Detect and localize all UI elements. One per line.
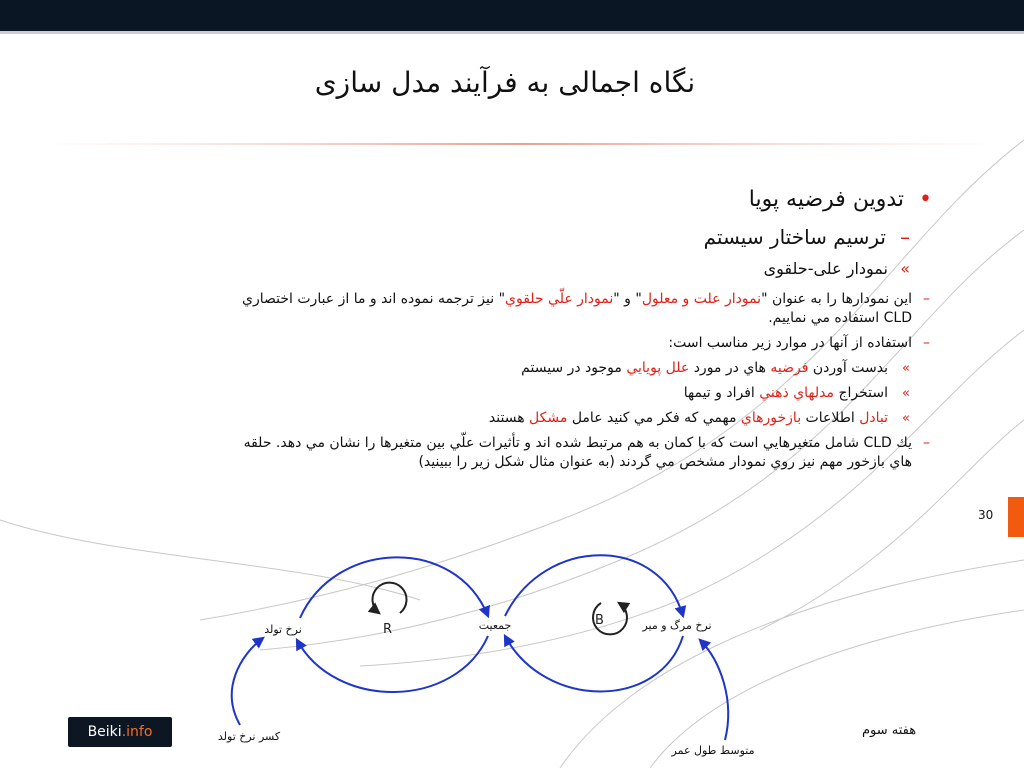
arrow-fraction-to-birthrate — [232, 638, 263, 725]
causal-loop-diagram — [205, 540, 765, 765]
bullet-level1 — [242, 180, 932, 220]
loop-indicator-balancing — [593, 603, 627, 634]
bullet-level2 — [242, 220, 932, 254]
text-fragment: مهمي كه فكر مي كنيد عامل — [567, 410, 741, 426]
arrow-population-to-deathrate — [505, 555, 683, 616]
node-birth-rate: نرخ تولد — [264, 623, 302, 636]
page-tab-marker — [1008, 497, 1024, 537]
bullet-marker: – — [923, 335, 930, 351]
bullet-text: ترسیم ساختار سیستم — [703, 225, 886, 249]
sub-bullet-mental-models — [242, 384, 932, 403]
bullet-text: يك CLD شامل متغيرهايي است كه با كمان به هم مرتبط شده اند و تأثيرات علّي بين متغيرها را نشان مي دهد. حلقه هاي بازخور مهم نيز روي نمودار مشخص مي گردند (به عنوان مثال شكل زير را ببينيد) — [243, 435, 912, 470]
highlight-term: علل پويايي — [626, 360, 690, 376]
footer-week-label: هفته سوم — [862, 723, 917, 738]
highlight-term: نمودار علّي حلقوي — [505, 291, 614, 307]
loop-indicator-reinforcing — [373, 583, 407, 637]
bullet-marker: – — [900, 225, 910, 249]
paragraph-cld-structure — [242, 434, 932, 472]
text-fragment: استخراج — [834, 385, 888, 401]
node-death-rate: نرخ مرگ و میر — [642, 619, 712, 632]
sub-bullet-feedback — [242, 409, 932, 428]
bullet-marker: • — [919, 187, 932, 212]
bullet-level3 — [242, 254, 932, 284]
bullet-text: تدوین فرضیه پویا — [748, 187, 904, 212]
text-fragment: بدست آوردن — [808, 360, 888, 376]
top-bar — [0, 0, 1024, 31]
bullet-marker: – — [923, 291, 930, 307]
text-fragment: موجود در سيستم — [521, 360, 627, 376]
text-fragment: اين نمودارها را به عنوان " — [761, 291, 912, 307]
loop-label-b: B — [595, 613, 604, 628]
text-fragment: هاي در مورد — [689, 360, 771, 376]
bullet-marker: – — [923, 435, 930, 451]
bullet-marker: » — [902, 361, 910, 376]
node-population: جمعیت — [478, 619, 512, 632]
arrow-deathrate-to-population — [505, 636, 683, 692]
text-fragment: افراد و تيمها — [683, 385, 760, 401]
text-fragment: " نيز ترجمه نموده اند و ما از عبارت اختصاري CLD استفاده مي نماييم. — [242, 291, 912, 326]
bullet-text: استفاده از آنها در موارد زير مناسب است: — [668, 335, 912, 351]
brand-badge — [68, 717, 172, 747]
highlight-term: مشكل — [529, 410, 568, 426]
brand-name: Beiki — [87, 724, 122, 740]
bullet-marker: » — [902, 411, 910, 426]
sub-bullet-hypothesis — [242, 359, 932, 378]
highlight-term: مدلهاي ذهني — [759, 385, 835, 401]
node-birth-fraction: کسر نرخ تولد — [217, 730, 281, 743]
highlight-term: تبادل — [859, 410, 888, 426]
highlight-term: فرضيه — [770, 360, 809, 376]
text-fragment: هستند — [488, 410, 530, 426]
top-bar-underline — [0, 31, 1024, 34]
loop-label-r: R — [383, 622, 393, 637]
page-number: 30 — [978, 508, 994, 522]
slide-title: نگاه اجمالی به فرآیند مدل سازی — [314, 66, 696, 99]
highlight-term: نمودار علت و معلول — [641, 291, 762, 307]
text-fragment: اطلاعات — [801, 410, 860, 426]
arrow-lifetime-to-deathrate — [700, 640, 728, 740]
paragraph-usage — [242, 334, 932, 353]
paragraph-cld-definition — [242, 290, 932, 328]
arrow-birthrate-to-population — [300, 557, 488, 618]
title-divider — [40, 143, 1000, 145]
arrow-population-to-birthrate — [297, 636, 488, 692]
text-fragment: " و " — [613, 291, 642, 307]
node-average-lifetime: متوسط طول عمر — [671, 744, 755, 757]
bullet-marker: » — [900, 259, 910, 278]
brand-suffix: .info — [121, 724, 153, 740]
bullet-marker: » — [902, 386, 910, 401]
highlight-term: بازخورهاي — [740, 410, 802, 426]
bullet-text: نمودار علی-حلقوی — [763, 259, 888, 278]
slide-content — [242, 180, 932, 472]
